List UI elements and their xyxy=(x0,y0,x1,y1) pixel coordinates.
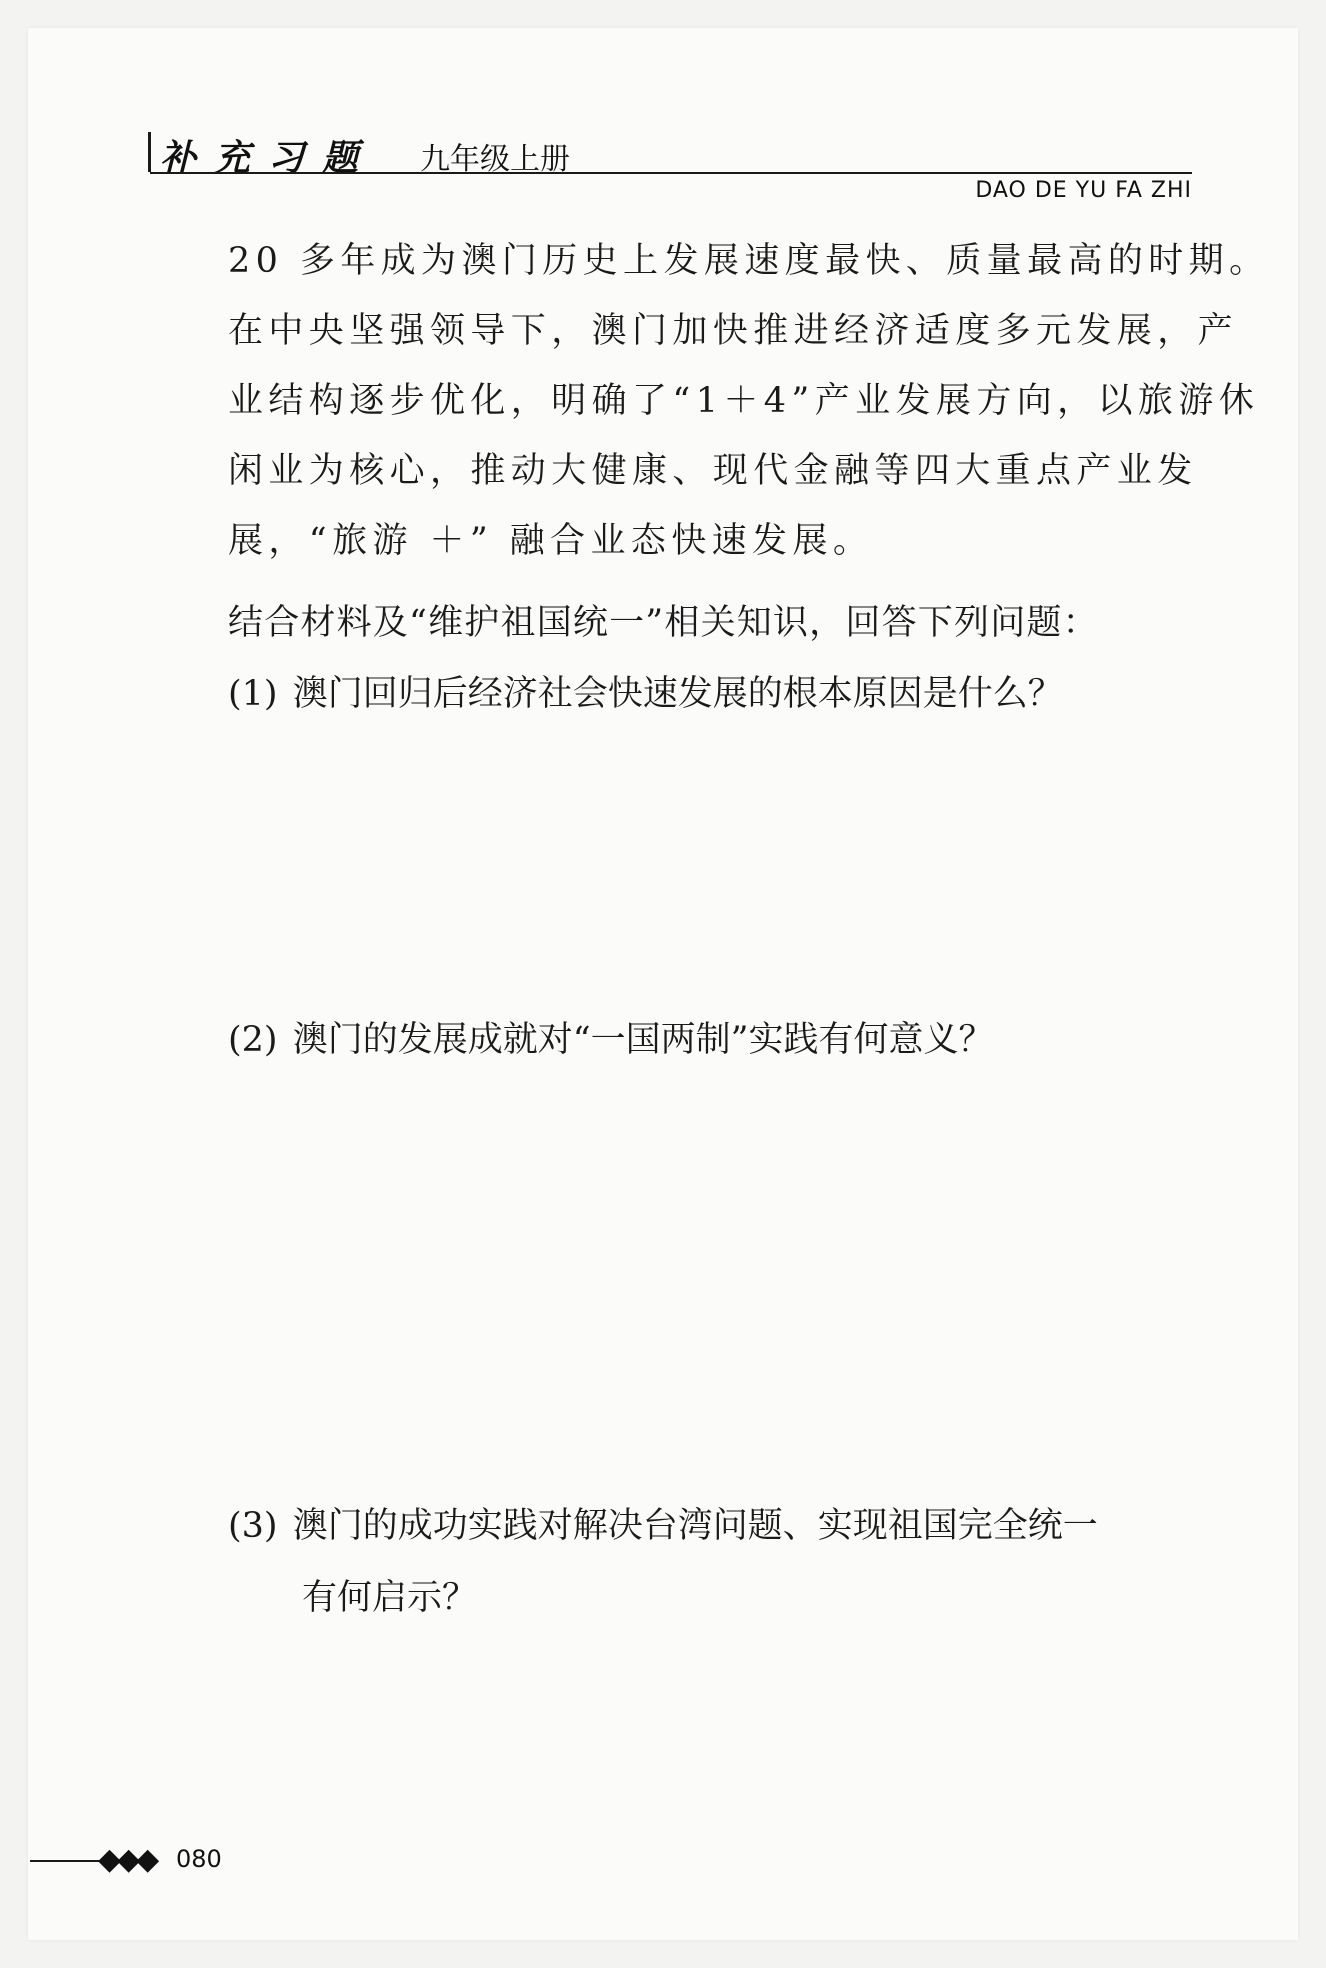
page-number: 080 xyxy=(176,1845,222,1873)
question-1 xyxy=(228,658,1063,730)
material-paragraph xyxy=(228,226,1270,576)
question-text: 澳门的发展成就对“一国两制”实践有何意义？ xyxy=(292,1020,994,1060)
material-line: 业结构逐步优化，明确了“1＋4”产业发展方向，以旅游休 xyxy=(228,381,1260,421)
diamond-ornament-icon: ◆◆◆ xyxy=(98,1842,156,1877)
material-line: 展，“旅游 ＋” 融合业态快速发展。 xyxy=(228,521,874,561)
material-line: 在中央坚强领导下，澳门加快推进经济适度多元发展，产 xyxy=(228,311,1239,351)
question-text: 澳门的成功实践对解决台湾问题、实现祖国完全统一 xyxy=(292,1506,1098,1546)
question-number: (2) xyxy=(228,1020,278,1060)
instruction-text: 结合材料及“维护祖国统一”相关知识，回答下列问题： xyxy=(228,603,1099,643)
question-text: 澳门回归后经济社会快速发展的根本原因是什么？ xyxy=(292,674,1063,714)
material-line: 20 多年成为澳门历史上发展速度最快、质量最高的时期。 xyxy=(228,241,1270,281)
subject-pinyin: DAO DE YU FA ZHI xyxy=(975,178,1192,203)
material-line: 闲业为核心，推动大健康、现代金融等四大重点产业发 xyxy=(228,451,1198,491)
question-2 xyxy=(228,1004,994,1076)
question-number: (1) xyxy=(228,674,278,714)
footer-rule xyxy=(30,1860,100,1862)
book-logo: 补充习题 xyxy=(160,137,377,179)
header-left-bar xyxy=(148,132,159,172)
question-text-continuation: 有何启示？ xyxy=(302,1578,478,1618)
question-number: (3) xyxy=(228,1506,278,1546)
header-divider xyxy=(150,172,1192,174)
question-3 xyxy=(228,1490,1098,1634)
grade-label: 九年级上册 xyxy=(420,142,570,177)
